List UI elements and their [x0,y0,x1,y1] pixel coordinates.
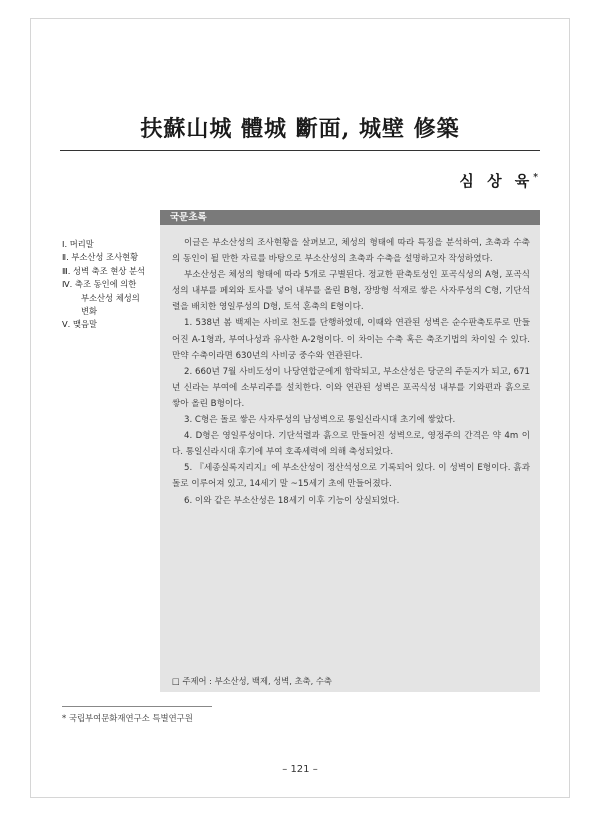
toc-item: 부소산성 체성의 [81,292,140,303]
paper-title: 扶蘇山城 體城 斷面, 城壁 修築 [140,116,460,142]
abstract-paragraph: 이글은 부소산성의 조사현황을 살펴보고, 체성의 형태에 따라 특징을 분석하여, 초축과 수축의 동인이 될 만한 자료를 바탕으로 부소산성의 초축과 수축을 설명하고자 작성하였다. [172,238,530,265]
abstract-paragraph: 6. 이와 같은 부소산성은 18세기 이후 기능이 상실되었다. [184,495,400,506]
author-name: 심 상 육 [459,172,534,190]
table-of-contents [62,238,162,332]
abstract-paragraph: 2. 660년 7월 사비도성이 나당연합군에게 함락되고, 부소산성은 당군의 주둔지가 되고, 671년 신라는 부여에 소부리주를 설치한다. 이와 연관된 성벽은 포곡식성 내부를 기와편과 흙으로 쌓아 올린 B형이다. [172,366,530,409]
toc-item: Ⅲ. 성벽 축조 현상 분석 [62,265,146,276]
footnote: * 국립부여문화재연구소 특별연구원 [62,713,193,723]
title-rule [60,150,540,151]
toc-item: 변화 [81,306,98,317]
toc-item: Ⅰ. 머리말 [62,239,94,249]
page-number: – 121 – [282,764,318,775]
footnote-rule [62,706,212,707]
abstract-box [160,210,540,692]
abstract-header: 국문초록 [160,210,540,225]
abstract-paragraph: 3. C형은 돌로 쌓은 사자루성의 남성벽으로 통일신라시대 초기에 쌓았다. [184,415,456,426]
abstract-paragraph: 4. D형은 영일루성이다. 기단석렬과 흙으로 만들어진 성벽으로, 영정주의 간격은 약 4m 이다. 통일신라시대 후기에 부여 호족세력에 의해 축성되었다. [172,431,530,458]
keywords: □ 주제어 : 부소산성, 백제, 성벽, 초축, 수축 [172,676,332,686]
abstract-paragraph: 부소산성은 체성의 형태에 따라 5개로 구별된다. 정교한 판축토성인 포곡식성의 A형, 포곡식성의 내부를 페외와 토사를 넣어 내부를 올린 B형, 장방형 석재로 쌓은 사자루성의 C형, 기단석렬을 배치한 영일루성의 D형, 토석 혼축의 E형이다. [172,270,530,313]
abstract-paragraph: 5. 『세종실록지리지』에 부소산성이 정산석성으로 기록되어 있다. 이 성벽이 E형이다. 흙과 돌로 이루어져 있고, 14세기 말 ~15세기 초에 만들어졌다. [172,463,530,490]
abstract-paragraph: 1. 538년 봄 백제는 사비로 천도를 단행하였데, 이때와 연관된 성벽은 순수판축토루로 만들어진 A-1형과, 부여나성과 유사한 A-2형이다. 이 차이는 수축 혹은 축조기법의 차이일 수 있다. 만약 수축이라면 630년의 사비궁 중수와 연관된다. [172,318,530,361]
abstract-body [160,225,540,509]
toc-item: Ⅱ. 부소산성 조사현황 [62,252,139,263]
author-footnote-mark: * [533,173,538,183]
author-line [459,170,538,191]
toc-item: Ⅴ. 맺음말 [62,319,97,330]
toc-item: Ⅳ. 축조 동인에 의한 [62,279,137,290]
